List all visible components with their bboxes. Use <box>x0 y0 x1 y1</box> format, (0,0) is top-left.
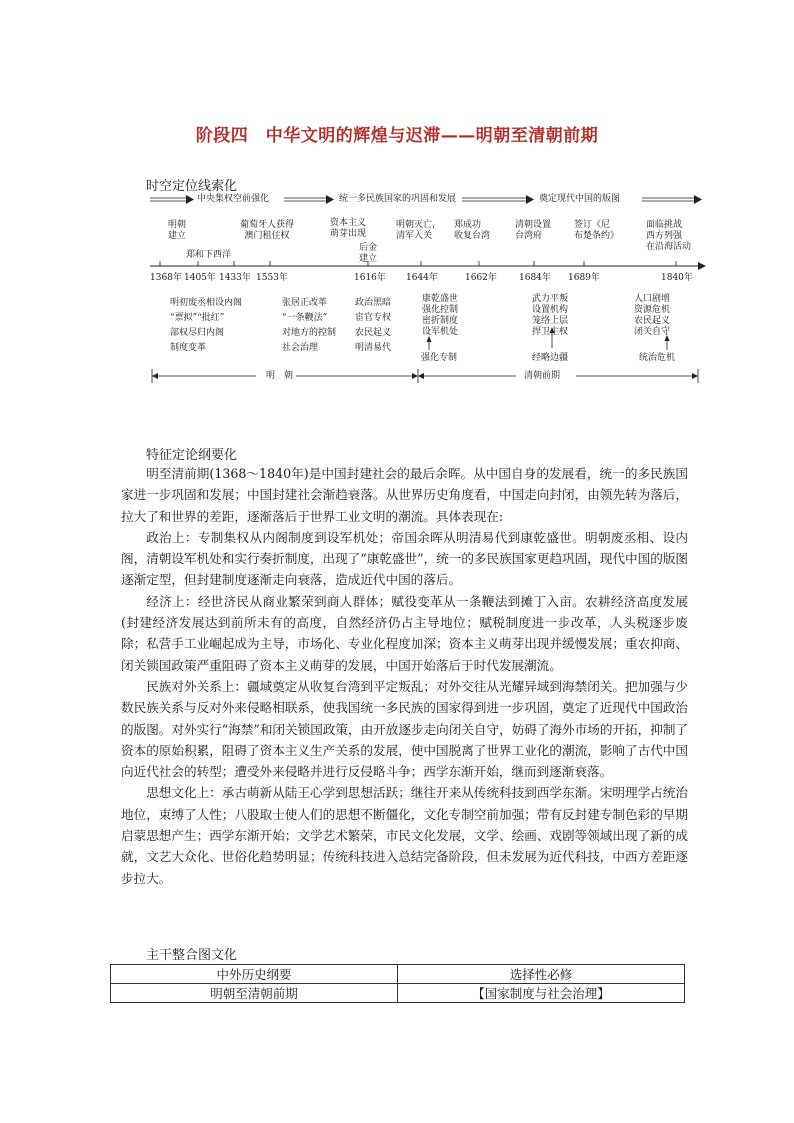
timeline-year: 1684年 <box>519 273 551 283</box>
timeline-heading: 时空定位线索化 <box>146 179 238 194</box>
timeline-event: 明朝灭亡， 清军入关 <box>396 220 442 241</box>
table-row <box>111 965 685 984</box>
table-cell: 明朝至清朝前期 <box>111 984 398 1003</box>
table-row <box>111 984 685 1003</box>
timeline-event: 郑和下西洋 <box>186 250 232 260</box>
features-paragraph: 政治上：专制集权从内阁制度到设军机处；帝国余晖从明清易代到康乾盛世。明朝废丞相、设内阁，清朝设军机处和实行奏折制度，出现了“康乾盛世”，统一的多民族国家更趋巩固，现代中国的版图逐渐定型，但封建制度逐渐走向衰落，造成近代中国的落后。 <box>121 529 689 588</box>
table-cell: 【国家制度与社会治理】 <box>398 984 685 1003</box>
timeline-year: 1840年 <box>661 273 693 283</box>
timeline-year: 1553年 <box>256 273 288 283</box>
page-title: 阶段四 中华文明的辉煌与迟滞——明朝至清朝前期 <box>195 126 599 146</box>
timeline-feature: 武力平叛 设置机构 笼络上层 捍卫主权 <box>532 294 569 337</box>
stage-label: 统一多民族国家的巩固和发展 <box>339 194 457 204</box>
period-label: 明 朝 <box>266 371 294 381</box>
timeline-year: 1644年 <box>406 273 438 283</box>
timeline-feature: 统治危机 <box>639 353 676 363</box>
table-header-cell: 中外历史纲要 <box>111 965 398 984</box>
timeline-event: 签订《尼 布楚条约》 <box>574 220 620 241</box>
stage-label: 中央集权空前强化 <box>197 194 270 204</box>
summary-table <box>110 964 685 1003</box>
timeline-feature: 人口剧增 资源危机 农民起义 闭关自守 <box>634 294 671 337</box>
timeline-feature: 明初废丞相设内阁 “票拟”“批红” 部权尽归内阁 制度变革 <box>170 298 243 353</box>
timeline-year: 1689年 <box>568 273 600 283</box>
features-heading: 特征定论纲要化 <box>146 448 238 463</box>
timeline-year: 1616年 <box>354 273 386 283</box>
timeline-event: 葡萄牙人获得 澳门租住权 <box>240 220 295 241</box>
timeline-year: 1662年 <box>465 273 497 283</box>
timeline-year: 1368年 <box>150 273 182 283</box>
features-paragraph: 明至清前期(1368～1840年)是中国封建社会的最后余晖。从中国自身的发展看，统一的多民族国家进一步巩固和发展；中国封建社会渐趋衰落。从世界历史角度看，中国走向封闭，由领先转为落后，拉大了和世界的差距，逐渐落后于世界工业文明的潮流。具体表现在: <box>121 466 688 524</box>
timeline-feature: 政治黑暗 宦官专权 农民起义 明清易代 <box>355 298 392 353</box>
timeline-feature: 康乾盛世 强化控制 密折制度 设军机处 <box>422 294 459 337</box>
integration-heading: 主干整合图文化 <box>146 948 238 963</box>
timeline-year: 1433年 <box>219 273 251 283</box>
features-paragraph: 思想文化上：承古萌新从陆王心学到思想活跃；继往开来从传统科技到西学东渐。宋明理学占统治地位，束缚了人性；八股取士使人们的思想不断僵化，文化专制空前加强；带有反封建专制色彩的早期启蒙思想产生；西学东渐开始；文学艺术繁荣，市民文化发展，文学、绘画、戏剧等领域出现了新的成就，文艺大众化、世俗化趋势明显；传统科技进入总结完备阶段，但未发展为近代科技，中西方差距逐步拉大。 <box>121 785 688 886</box>
features-paragraph: 民族对外关系上：疆域奠定从收复台湾到平定叛乱；对外交往从光耀异域到海禁闭关。把加强与少数民族关系与反对外来侵略相联系，使我国统一多民族的国家得到进一步巩固，奠定了近现代中国政治的版图。对外实行“海禁”和闭关锁国政策，由开放逐步走向闭关自守，妨碍了海外市场的开拓，抑制了资本的原始积累，阻碍了资本主义生产关系的发展，使中国脱离了世界工业化的潮流，影响了古代中国向近代社会的转型；遭受外来侵略并进行反侵略斗争；西学东渐开始，继而到逐渐衰落。 <box>121 678 689 780</box>
timeline-event: 郑成功 收复台湾 <box>454 220 491 241</box>
timeline-year: 1405年 <box>184 273 216 283</box>
stage-label: 奠定现代中国的版图 <box>539 194 621 204</box>
timeline-feature: 经略边疆 <box>532 353 569 363</box>
timeline-event: 清朝设置 台湾府 <box>515 220 552 241</box>
timeline-event: 面临挑战 西方列强 在沿海活动 <box>646 220 692 252</box>
timeline-event: 后金 建立 <box>359 243 378 264</box>
timeline-event: 明朝 建立 <box>168 220 187 241</box>
timeline-feature: 张居正改革 “一条鞭法” 对地方的控制 社会治理 <box>282 298 337 353</box>
timeline-diagram <box>146 190 708 400</box>
features-body <box>121 463 688 889</box>
features-paragraph: 经济上：经世济民从商业繁荣到商人群体；赋役变革从一条鞭法到摊丁入亩。农耕经济高度发展(封建经济发展达到前所未有的高度，自然经济仍占主导地位；赋税制度进一步改革，人头税逐步废除；私营手工业崛起成为主导，市场化、专业化程度加深；资本主义萌芽出现并缓慢发展；重农抑商、闭关锁国政策严重阻碍了资本主义萌芽的发展，中国开始落后于时代发展潮流。 <box>121 593 688 673</box>
period-label: 清朝前期 <box>524 371 561 381</box>
timeline-event: 资本主义 萌芽出现 <box>330 218 367 239</box>
timeline-feature: 强化专制 <box>421 353 458 363</box>
table-header-cell: 选择性必修 <box>398 965 685 984</box>
